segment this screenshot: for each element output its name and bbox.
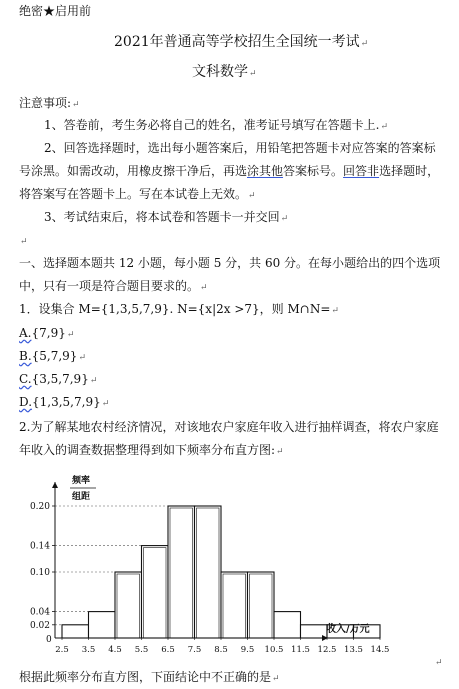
notes-item-2-part-c: 答案标号。 (283, 164, 344, 178)
histogram-bar (195, 506, 222, 638)
x-tick-label: 7.5 (187, 645, 202, 655)
q1-option-c-text: {3,5,7,9} (31, 372, 89, 386)
q1-option-a-letter: A. (19, 326, 32, 340)
x-tick-label: 5.5 (134, 645, 149, 655)
notes-item-3-text: 3、考试结束后，将本试卷和答题卡一并交回 (44, 210, 280, 224)
exam-title-text: 2021年普通高等学校招生全国统一考试 (114, 34, 360, 50)
q1-option-d-text: {1,3,5,7,9} (32, 395, 101, 409)
notes-item-2-part-e: 选择题时， (379, 164, 440, 178)
q1-option-d: D.{1,3,5,7,9}↵ (19, 395, 110, 409)
q1-option-c: C.{3,5,7,9}↵ (19, 372, 98, 386)
frequency-histogram (0, 470, 459, 665)
notes-heading: 注意事项:↵ (19, 96, 80, 110)
q1-option-b: B.{5,7,9}↵ (19, 349, 86, 363)
notes-item-2-line-2 (19, 164, 439, 178)
notes-item-3: 3、考试结束后，将本试卷和答题卡一并交回↵ (44, 210, 289, 224)
empty-paragraph: ↵ (20, 237, 28, 247)
y-axis-label-bottom: 组距 (72, 492, 91, 502)
x-tick-label: 6.5 (161, 645, 175, 655)
confidential-label: 绝密★启用前 (19, 4, 92, 18)
x-tick-label: 4.5 (108, 645, 122, 655)
q1-option-b-letter: B. (19, 349, 32, 363)
histogram-bar (301, 625, 328, 638)
q1-option-b-text: {5,7,9} (31, 349, 78, 363)
notes-item-2-line-3: 将答案写在答题卡上。写在本试卷上无效。↵ (19, 187, 256, 201)
q2-footer-text: 根据此频率分布直方图，下面结论中不正确的是 (19, 670, 272, 684)
x-tick-label: 10.5 (264, 645, 284, 655)
q1-option-a-text: {7,9} (31, 326, 66, 340)
section-1-line-2-text: 中，只有一项是符合题目要求的。 (19, 279, 200, 293)
q2-line-2: 年收入的调查数据整理得到如下频率分布直方图:↵ (19, 443, 284, 457)
x-tick-label: 9.5 (240, 645, 255, 655)
exam-title: 2021年普通高等学校招生全国统一考试↵ (114, 34, 369, 50)
y-axis-label-top: 频率 (72, 476, 91, 486)
q1-stem: 1．设集合 M={1,3,5,7,9}. N={x|2x >7}，则 M∩N=↵ (19, 302, 339, 316)
q1-option-c-letter: C. (19, 372, 32, 386)
notes-item-2-part-d: 回答非 (343, 164, 380, 178)
origin-label: 0 (46, 635, 52, 645)
histogram-bar (62, 625, 89, 638)
q1-option-d-letter: D. (19, 395, 33, 409)
notes-item-1: 1、答卷前，考生务必将自己的姓名，准考证号填写在答题卡上.↵ (44, 118, 388, 132)
notes-item-2-line-3-text: 将答案写在答题卡上。写在本试卷上无效。 (19, 187, 248, 201)
x-tick-label: 12.5 (317, 645, 337, 655)
q1-option-a: A.{7,9}↵ (19, 326, 75, 340)
q2-line-2-text: 年收入的调查数据整理得到如下频率分布直方图: (19, 443, 276, 457)
histogram-bar (248, 572, 275, 638)
x-tick-label: 8.5 (214, 645, 228, 655)
y-tick-label: 0.20 (29, 502, 50, 512)
histogram-bar (115, 572, 142, 638)
x-tick-label: 14.5 (370, 645, 390, 655)
section-1-line-2: 中，只有一项是符合题目要求的。↵ (19, 279, 208, 293)
histogram-bar (221, 572, 248, 638)
x-tick-label: 11.5 (291, 645, 310, 655)
paragraph-mark: ↵ (435, 658, 443, 668)
notes-item-2-part-a: 号涂黑。如需改动，用橡皮擦干净后，再选 (19, 164, 248, 178)
notes-item-1-text: 1、答卷前，考生务必将自己的姓名，准考证号填写在答题卡上. (44, 118, 380, 132)
section-1-line-1: 一、选择题本题共 12 小题，每小题 5 分，共 60 分。在每小题给出的四个选项 (19, 256, 441, 270)
histogram-bar (89, 612, 116, 638)
y-tick-label: 0.02 (29, 620, 50, 631)
exam-subject: 文科数学↵ (192, 64, 257, 80)
y-tick-label: 0.14 (29, 541, 50, 552)
y-tick-label: 0.10 (29, 568, 50, 578)
x-tick-label: 13.5 (344, 645, 363, 655)
y-tick-label: 0.04 (29, 607, 50, 618)
q1-stem-text: 1．设集合 M={1,3,5,7,9}. N={x|2x >7}，则 M∩N= (19, 302, 331, 316)
histogram-bar (168, 506, 195, 638)
notes-item-2-part-b: 涂其他 (247, 164, 284, 178)
notes-item-2-line-1: 2、回答选择题时，选出每小题答案后，用铅笔把答题卡对应答案的答案标 (44, 141, 436, 155)
histogram-bar (274, 612, 301, 638)
x-axis-label: 收入/万元 (326, 624, 370, 635)
notes-heading-text: 注意事项: (19, 96, 72, 110)
x-tick-label: 3.5 (81, 645, 96, 655)
x-tick-label: 2.5 (55, 645, 69, 655)
q2-footer: 根据此频率分布直方图，下面结论中不正确的是↵ (19, 670, 280, 684)
q2-line-1: 2.为了解某地农村经济情况，对该地农户家庭年收入进行抽样调查，将农户家庭 (19, 420, 439, 434)
exam-subject-text: 文科数学 (192, 64, 248, 80)
histogram-bar (142, 546, 169, 638)
